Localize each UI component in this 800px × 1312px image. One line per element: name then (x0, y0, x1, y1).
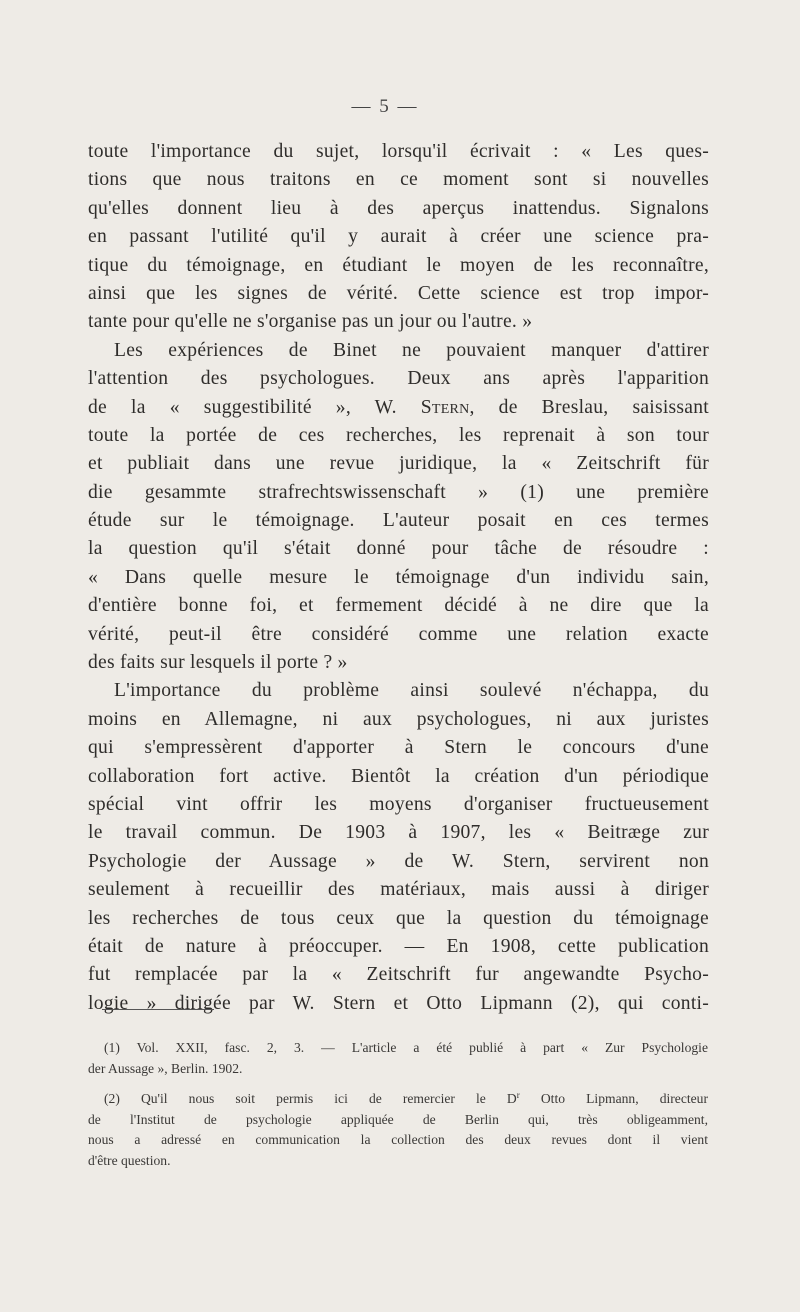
footnote-1 (88, 1038, 708, 1079)
author-name-smallcaps: Stern (420, 396, 470, 418)
text-line: d'entière bonne foi, et fermement décidé à ne dire que la (88, 595, 709, 617)
text-line-with-author (88, 394, 709, 422)
text-fragment: Otto Lipmann, directeur (519, 1091, 708, 1107)
text-line: et publiait dans une revue juridique, la « Zeitschrift für (88, 453, 709, 475)
paragraph-start-line: L'importance du problème ainsi soulevé n'échappa, du (114, 680, 709, 702)
text-line: collaboration fort active. Bientôt la création d'un périodique (88, 765, 709, 787)
text-line: le travail commun. De 1903 à 1907, les « Beitræge zur (88, 822, 709, 844)
body-text (88, 138, 709, 1018)
text-line: logie » dirigée par W. Stern et Otto Lipmann (2), qui conti- (88, 992, 709, 1014)
footnote-line: der Aussage », Berlin. 1902. (88, 1060, 243, 1076)
text-fragment: de la « suggestibilité », W. (88, 396, 421, 418)
footnote-line (88, 1085, 708, 1110)
text-fragment: , de Breslau, saisissant (469, 396, 709, 418)
text-line: la question qu'il s'était donné pour tâche de résoudre : (88, 538, 709, 560)
text-line: en passant l'utilité qu'il y aurait à créer une science pra- (88, 226, 709, 248)
text-line: fut remplacée par la « Zeitschrift fur angewandte Psycho- (88, 964, 709, 986)
text-line: moins en Allemagne, ni aux psychologues, ni aux juristes (88, 708, 709, 730)
text-line: les recherches de tous ceux que la question du témoignage (88, 907, 709, 929)
footnote-separator (102, 1009, 214, 1010)
text-line: qui s'empressèrent d'apporter à Stern le concours d'une (88, 737, 709, 759)
text-line: toute l'importance du sujet, lorsqu'il écrivait : « Les ques- (88, 141, 709, 162)
text-line: ainsi que les signes de vérité. Cette science est trop impor- (88, 282, 709, 304)
text-line: spécial vint offrir les moyens d'organiser fructueusement (88, 793, 709, 815)
text-line: tique du témoignage, en étudiant le moyen de les reconnaître, (88, 254, 709, 276)
text-line: tante pour qu'elle ne s'organise pas un jour ou l'autre. » (88, 311, 533, 333)
text-line: était de nature à préoccuper. — En 1908, cette publication (88, 935, 709, 957)
text-line: des faits sur lesquels il porte ? » (88, 652, 348, 674)
text-line: tions que nous traitons en ce moment sont si nouvelles (88, 169, 709, 191)
footnotes (88, 1038, 708, 1178)
footnote-line: (1) Vol. XXII, fasc. 2, 3. — L'article a été publié à part « Zur Psychologie (104, 1040, 708, 1055)
text-line: l'attention des psychologues. Deux ans après l'apparition (88, 368, 709, 390)
text-line: die gesammte strafrechtswissenschaft » (1) une première (88, 481, 709, 503)
footnote-2 (88, 1085, 708, 1171)
paragraph-start-line: Les expériences de Binet ne pouvaient manquer d'attirer (114, 339, 709, 361)
text-line: toute la portée de ces recherches, les reprenait à son tour (88, 424, 709, 446)
text-line: qu'elles donnent lieu à des aperçus inattendus. Signalons (88, 197, 709, 219)
text-line: vérité, peut-il être considéré comme une relation exacte (88, 623, 709, 645)
footnote-line: de l'Institut de psychologie appliquée de Berlin qui, très obligeamment, (88, 1111, 708, 1127)
text-fragment: (2) Qu'il nous soit permis ici de remercier le D (104, 1091, 517, 1107)
text-line: Psychologie der Aussage » de W. Stern, servirent non (88, 850, 709, 872)
footnote-line: d'être question. (88, 1152, 171, 1168)
text-line: étude sur le témoignage. L'auteur posait en ces termes (88, 510, 709, 532)
text-line: seulement à recueillir des matériaux, mais aussi à diriger (88, 879, 709, 901)
text-line: « Dans quelle mesure le témoignage d'un individu sain, (88, 566, 709, 588)
page-number: — 5 — (351, 96, 419, 117)
superscript: r (516, 1090, 520, 1101)
footnote-line: nous a adressé en communication la collection des deux revues dont il vient (88, 1132, 708, 1148)
